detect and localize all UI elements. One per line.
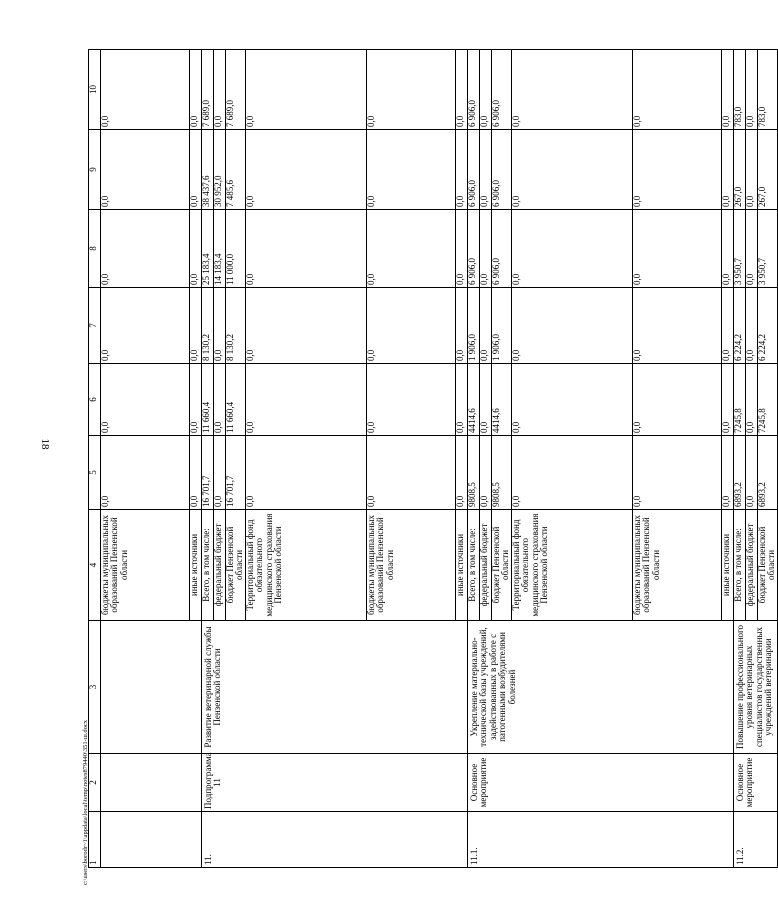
header-cell: 1 <box>89 812 101 868</box>
value-cell: 0,0 <box>190 210 202 288</box>
table-body <box>89 50 778 868</box>
value-cell: 0,0 <box>366 50 455 130</box>
funding-source: иные источники <box>721 510 733 621</box>
table-row <box>733 50 745 868</box>
value-cell: 0,0 <box>511 364 632 436</box>
value-cell: 0,0 <box>455 130 467 210</box>
value-cell: 6 906,0 <box>491 130 511 210</box>
funding-source: федеральный бюджет <box>214 510 226 621</box>
value-cell: 0,0 <box>366 210 455 288</box>
row-title <box>101 621 202 754</box>
value-cell: 0,0 <box>632 130 721 210</box>
value-cell: 6 906,0 <box>467 50 479 130</box>
row-title: Укрепление материально-технической базы учреждений, задействованных в работе с патогенными возбудителями болезней <box>467 621 733 754</box>
row-number: 11. <box>202 812 468 868</box>
value-cell: 0,0 <box>245 436 366 510</box>
funding-source: бюджет Пензенской области <box>757 510 777 621</box>
budget-table <box>88 49 778 868</box>
value-cell: 0,0 <box>511 210 632 288</box>
value-cell: 0,0 <box>511 288 632 364</box>
value-cell: 0,0 <box>745 364 757 436</box>
row-number: 11.2. <box>733 812 777 868</box>
value-cell: 0,0 <box>101 130 190 210</box>
value-cell: 0,0 <box>721 130 733 210</box>
table-row <box>202 50 214 868</box>
funding-source: бюджет Пензенской области <box>226 510 246 621</box>
row-title: Повышение профессионального уровня ветеринарных специалистов государственных учреждений ветеринарии <box>733 621 777 754</box>
funding-source: бюджеты муниципальных образований Пензенской области <box>632 510 721 621</box>
footer-path: c:\users\borodr~1\appdata\local\temp\notes879440\351-ш.docx <box>82 719 89 885</box>
value-cell: 0,0 <box>511 50 632 130</box>
value-cell: 0,0 <box>721 210 733 288</box>
value-cell: 0,0 <box>721 288 733 364</box>
value-cell: 14 183,4 <box>214 210 226 288</box>
table-row <box>467 50 479 868</box>
value-cell: 0,0 <box>632 288 721 364</box>
row-number: 11.1. <box>467 812 733 868</box>
value-cell: 6 906,0 <box>467 210 479 288</box>
funding-source: Всего, в том числе: <box>202 510 214 621</box>
header-cell: 6 <box>89 364 101 436</box>
value-cell: 0,0 <box>366 288 455 364</box>
value-cell: 6893,2 <box>757 436 777 510</box>
value-cell: 0,0 <box>455 210 467 288</box>
value-cell: 0,0 <box>190 130 202 210</box>
value-cell: 0,0 <box>632 210 721 288</box>
value-cell: 4414,6 <box>467 364 479 436</box>
value-cell: 9808,5 <box>467 436 479 510</box>
funding-source: федеральный бюджет <box>479 510 491 621</box>
value-cell: 16 701,7 <box>202 436 214 510</box>
value-cell: 16 701,7 <box>226 436 246 510</box>
value-cell: 1 906,0 <box>467 288 479 364</box>
value-cell: 0,0 <box>479 288 491 364</box>
funding-source: иные источники <box>190 510 202 621</box>
funding-source: иные источники <box>455 510 467 621</box>
value-cell: 6 906,0 <box>491 210 511 288</box>
value-cell: 6893,2 <box>733 436 745 510</box>
value-cell: 0,0 <box>214 364 226 436</box>
value-cell: 0,0 <box>479 210 491 288</box>
value-cell: 0,0 <box>214 436 226 510</box>
value-cell: 0,0 <box>214 288 226 364</box>
header-cell: 10 <box>89 50 101 130</box>
value-cell: 7 689,0 <box>202 50 214 130</box>
row-number <box>101 812 202 868</box>
value-cell: 0,0 <box>101 436 190 510</box>
value-cell: 0,0 <box>721 436 733 510</box>
funding-source: бюджет Пензенской области <box>491 510 511 621</box>
header-cell: 5 <box>89 436 101 510</box>
header-cell: 3 <box>89 621 101 754</box>
value-cell: 6 224,2 <box>733 288 745 364</box>
header-cell: 8 <box>89 210 101 288</box>
funding-source: бюджеты муниципальных образований Пензенской области <box>366 510 455 621</box>
value-cell: 7 689,0 <box>226 50 246 130</box>
value-cell: 0,0 <box>745 50 757 130</box>
value-cell: 0,0 <box>101 288 190 364</box>
value-cell: 0,0 <box>745 288 757 364</box>
value-cell: 0,0 <box>245 288 366 364</box>
value-cell: 3 950,7 <box>733 210 745 288</box>
value-cell: 11 660,4 <box>226 364 246 436</box>
value-cell: 0,0 <box>632 364 721 436</box>
value-cell: 0,0 <box>745 436 757 510</box>
value-cell: 0,0 <box>101 210 190 288</box>
value-cell: 0,0 <box>245 210 366 288</box>
header-row <box>89 50 101 868</box>
table-row <box>101 50 190 868</box>
value-cell: 8 130,2 <box>202 288 214 364</box>
value-cell: 38 437,6 <box>202 130 214 210</box>
value-cell: 0,0 <box>745 130 757 210</box>
value-cell: 7 485,6 <box>226 130 246 210</box>
value-cell: 0,0 <box>101 50 190 130</box>
value-cell: 783,0 <box>733 50 745 130</box>
value-cell: 0,0 <box>366 436 455 510</box>
value-cell: 4414,6 <box>491 364 511 436</box>
value-cell: 11 660,4 <box>202 364 214 436</box>
value-cell: 0,0 <box>190 364 202 436</box>
funding-source: Всего, в том числе: <box>733 510 745 621</box>
value-cell: 6 906,0 <box>491 50 511 130</box>
value-cell: 7245,8 <box>757 364 777 436</box>
value-cell: 0,0 <box>245 50 366 130</box>
value-cell: 0,0 <box>479 130 491 210</box>
value-cell: 0,0 <box>190 288 202 364</box>
value-cell: 0,0 <box>190 50 202 130</box>
funding-source: Территориальный фонд обязательного медицинского страхования Пензенской области <box>245 510 366 621</box>
value-cell: 0,0 <box>455 288 467 364</box>
value-cell: 0,0 <box>455 50 467 130</box>
value-cell: 6 224,2 <box>757 288 777 364</box>
funding-source: федеральный бюджет <box>745 510 757 621</box>
value-cell: 9808,5 <box>491 436 511 510</box>
value-cell: 0,0 <box>245 364 366 436</box>
value-cell: 0,0 <box>511 130 632 210</box>
value-cell: 0,0 <box>511 436 632 510</box>
value-cell: 0,0 <box>366 364 455 436</box>
value-cell: 25 183,4 <box>202 210 214 288</box>
value-cell: 3 950,7 <box>757 210 777 288</box>
value-cell: 11 000,0 <box>226 210 246 288</box>
row-type: Основное мероприятие <box>733 754 777 812</box>
header-cell: 4 <box>89 510 101 621</box>
value-cell: 0,0 <box>214 50 226 130</box>
value-cell: 0,0 <box>190 436 202 510</box>
value-cell: 0,0 <box>101 364 190 436</box>
row-type <box>101 754 202 812</box>
value-cell: 0,0 <box>455 436 467 510</box>
header-cell: 9 <box>89 130 101 210</box>
value-cell: 30 952,0 <box>214 130 226 210</box>
value-cell: 0,0 <box>632 436 721 510</box>
value-cell: 0,0 <box>479 436 491 510</box>
value-cell: 267,0 <box>733 130 745 210</box>
row-type: Подпрограмма 11 <box>202 754 468 812</box>
value-cell: 0,0 <box>721 50 733 130</box>
row-title: Развитие ветеринарной службы Пензенской области <box>202 621 468 754</box>
value-cell: 783,0 <box>757 50 777 130</box>
value-cell: 0,0 <box>745 210 757 288</box>
value-cell: 1 906,0 <box>491 288 511 364</box>
rotated-table-container <box>88 50 777 868</box>
value-cell: 0,0 <box>632 50 721 130</box>
funding-source: бюджеты муниципальных образований Пензенской области <box>101 510 190 621</box>
value-cell: 0,0 <box>479 50 491 130</box>
value-cell: 0,0 <box>721 364 733 436</box>
value-cell: 0,0 <box>479 364 491 436</box>
value-cell: 0,0 <box>245 130 366 210</box>
row-type: Основное мероприятие <box>467 754 733 812</box>
value-cell: 6 906,0 <box>467 130 479 210</box>
funding-source: Территориальный фонд обязательного медицинского страхования Пензенской области <box>511 510 632 621</box>
value-cell: 8 130,2 <box>226 288 246 364</box>
value-cell: 0,0 <box>366 130 455 210</box>
funding-source: Всего, в том числе: <box>467 510 479 621</box>
value-cell: 267,0 <box>757 130 777 210</box>
value-cell: 7245,8 <box>733 364 745 436</box>
header-cell: 2 <box>89 754 101 812</box>
page-number: 18 <box>39 438 51 450</box>
header-cell: 7 <box>89 288 101 364</box>
value-cell: 0,0 <box>455 364 467 436</box>
